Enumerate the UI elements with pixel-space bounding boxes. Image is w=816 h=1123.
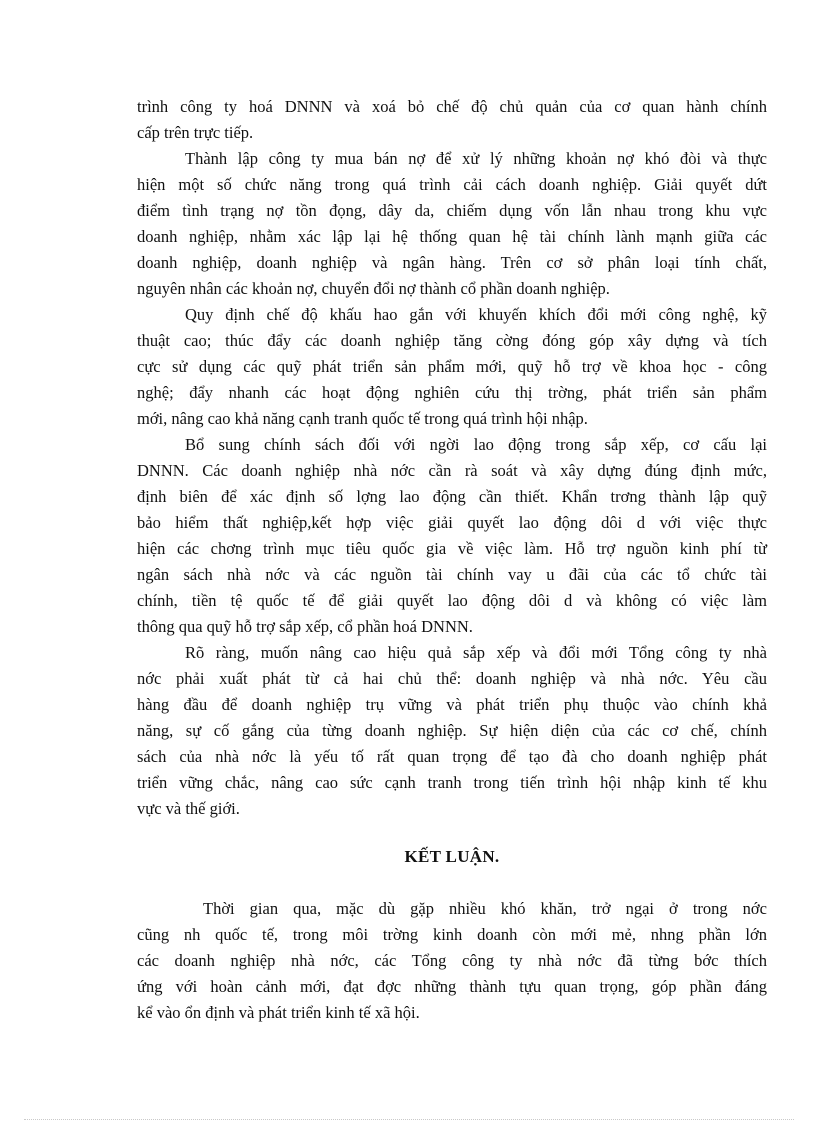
text-line: định biên để xác định số lợng lao động cần thiết. Khẩn trơng thành lập quỹ (137, 487, 767, 506)
document-body (137, 94, 767, 1026)
paragraph (137, 146, 767, 302)
section-heading: KẾT LUẬN. (404, 847, 500, 866)
text-line: DNNN. Các doanh nghiệp nhà nớc cần rà soát và xây dựng đúng định mức, (137, 461, 767, 480)
text-line: cấp trên trực tiếp. (137, 123, 254, 142)
text-line: vực và thế giới. (137, 799, 240, 818)
text-line: cũng nh quốc tế, trong môi trờng kinh doanh còn mới mẻ, nhng phần lớn (137, 925, 767, 944)
text-line: doanh nghiệp, doanh nghiệp và ngân hàng. Trên cơ sở phân loại tính chất, (137, 253, 767, 272)
text-line: thông qua quỹ hỗ trợ sắp xếp, cổ phần hoá DNNN. (137, 617, 473, 636)
text-line: hiện một số chức năng trong quá trình cải cách doanh nghiệp. Giải quyết dứt (137, 175, 767, 194)
text-line: cực sử dụng các quỹ phát triển sản phẩm mới, quỹ hỗ trợ về khoa học - công (137, 357, 767, 376)
text-line: nghệ; đẩy nhanh các hoạt động nghiên cứu thị trờng, phát triển sản phẩm (137, 383, 767, 402)
text-line: Thành lập công ty mua bán nợ để xử lý những khoản nợ khó đòi và thực (185, 149, 767, 168)
text-line: các doanh nghiệp nhà nớc, các Tổng công ty nhà nớc đã từng bớc thích (137, 951, 767, 970)
text-line: điểm tình trạng nợ tồn đọng, dây da, chiếm dụng vốn lẫn nhau trong khu vực (137, 201, 767, 220)
text-line: ngân sách nhà nớc và các nguồn tài chính vay u đãi của các tổ chức tài (137, 565, 767, 584)
paragraph (137, 640, 767, 822)
text-line: mới, nâng cao khả năng cạnh tranh quốc tế trong quá trình hội nhập. (137, 409, 588, 428)
text-line: kể vào ổn định và phát triển kinh tế xã hội. (137, 1003, 420, 1022)
text-line: Thời gian qua, mặc dù gặp nhiều khó khăn, trở ngại ở trong nớc (203, 899, 767, 918)
text-line: Quy định chế độ khấu hao gắn với khuyến khích đổi mới công nghệ, kỹ (185, 305, 767, 324)
text-line: chính, tiền tệ quốc tế để giải quyết lao động dôi d và không có việc làm (137, 591, 767, 610)
text-line: nớc phải xuất phát từ cả hai chủ thể: doanh nghiệp và nhà nớc. Yêu cầu (137, 669, 767, 688)
text-line: Rõ ràng, muốn nâng cao hiệu quả sắp xếp và đổi mới Tổng công ty nhà (185, 643, 767, 662)
text-line: nguyên nhân các khoản nợ, chuyển đổi nợ thành cổ phần doanh nghiệp. (137, 279, 610, 298)
page-bottom-divider (24, 1119, 794, 1120)
paragraph (137, 302, 767, 432)
text-line: sách của nhà nớc là yếu tố rất quan trọng để tạo đà cho doanh nghiệp phát (137, 747, 767, 766)
text-line: năng, sự cố gắng của từng doanh nghiệp. Sự hiện diện của các cơ chế, chính (137, 721, 767, 740)
text-line: ứng với hoàn cảnh mới, đạt đợc những thành tựu quan trọng, góp phần đáng (137, 977, 767, 996)
text-line: bảo hiểm thất nghiệp,kết hợp việc giải quyết lao động dôi d với việc thực (137, 513, 767, 532)
text-line: hàng đầu để doanh nghiệp trụ vững và phát triển phụ thuộc vào chính khả (137, 695, 767, 714)
text-line: Bổ sung chính sách đối với ngời lao động trong sắp xếp, cơ cấu lại (185, 435, 767, 454)
paragraph (137, 896, 767, 1026)
text-line: triển vững chắc, nâng cao sức cạnh tranh trong tiến trình hội nhập kinh tế khu (137, 773, 767, 792)
text-line: thuật cao; thúc đẩy các doanh nghiệp tăng cờng đóng góp xây dựng và tích (137, 331, 767, 350)
text-line: hiện các chơng trình mục tiêu quốc gia về việc làm. Hỗ trợ nguồn kinh phí từ (137, 539, 767, 558)
text-line: trình công ty hoá DNNN và xoá bỏ chế độ chủ quản của cơ quan hành chính (137, 97, 767, 116)
paragraph (137, 94, 767, 146)
paragraph (137, 432, 767, 640)
text-line: doanh nghiệp, nhằm xác lập lại hệ thống quan hệ tài chính lành mạnh giữa các (137, 227, 767, 246)
